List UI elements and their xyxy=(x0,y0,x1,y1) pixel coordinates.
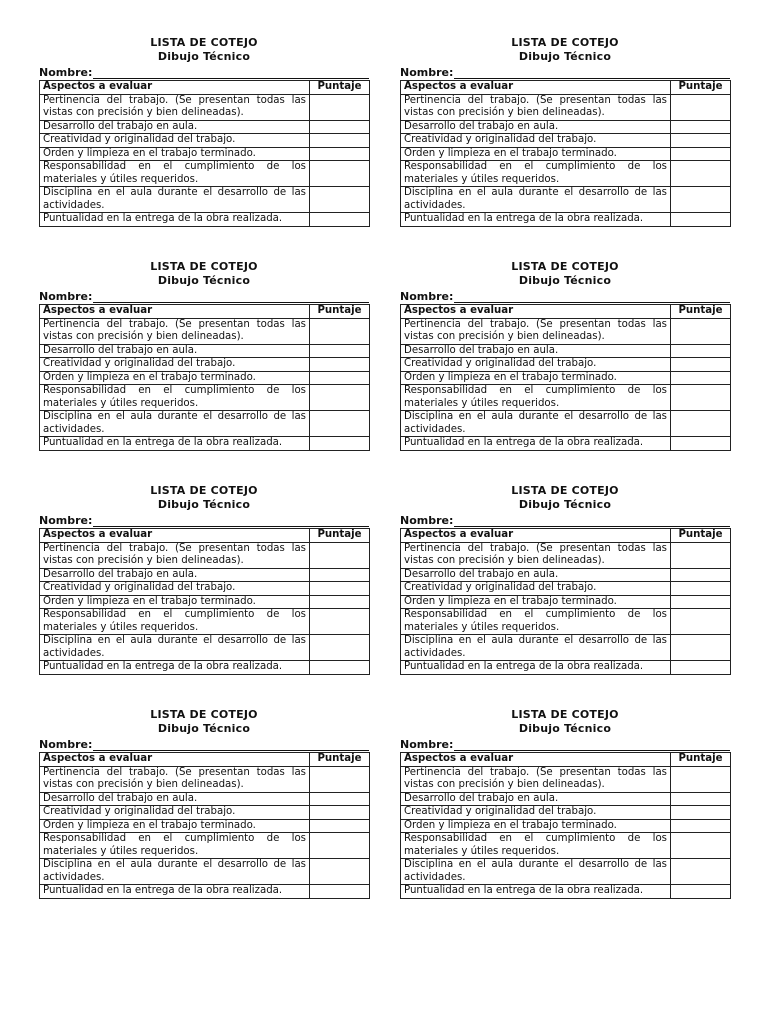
name-label: Nombre: xyxy=(400,66,454,79)
table-row xyxy=(401,187,731,213)
score-cell[interactable] xyxy=(310,213,370,227)
table-row xyxy=(40,344,370,358)
table-row xyxy=(401,371,731,385)
table-header-row xyxy=(40,529,370,543)
score-cell[interactable] xyxy=(310,437,370,451)
score-cell[interactable] xyxy=(310,120,370,134)
score-cell[interactable] xyxy=(310,344,370,358)
card-title: LISTA DE COTEJO xyxy=(150,260,258,273)
score-cell[interactable] xyxy=(671,358,731,372)
evaluation-table xyxy=(39,304,370,451)
table-row xyxy=(40,833,370,859)
checklist-card xyxy=(39,484,369,675)
aspect-cell: Orden y limpieza en el trabajo terminado. xyxy=(401,371,671,385)
aspect-cell: Creatividad y originalidad del trabajo. xyxy=(401,806,671,820)
aspect-column-header: Aspectos a evaluar xyxy=(40,305,310,319)
name-field xyxy=(39,736,369,751)
aspect-cell: Orden y limpieza en el trabajo terminado. xyxy=(401,819,671,833)
score-cell[interactable] xyxy=(671,344,731,358)
aspect-cell: Puntualidad en la entrega de la obra realizada. xyxy=(401,661,671,675)
aspect-cell: Responsabilidad en el cumplimiento de los materiales y útiles requeridos. xyxy=(401,609,671,635)
aspect-cell: Creatividad y originalidad del trabajo. xyxy=(401,358,671,372)
score-column-header: Puntaje xyxy=(671,305,731,319)
aspect-cell: Puntualidad en la entrega de la obra realizada. xyxy=(40,661,310,675)
aspect-cell: Desarrollo del trabajo en aula. xyxy=(40,568,310,582)
table-row xyxy=(40,885,370,899)
table-row xyxy=(40,411,370,437)
aspect-cell: Creatividad y originalidad del trabajo. xyxy=(401,134,671,148)
card-subtitle: Dibujo Técnico xyxy=(518,498,612,511)
name-label: Nombre: xyxy=(400,290,454,303)
table-row xyxy=(401,833,731,859)
score-column-header: Puntaje xyxy=(671,753,731,767)
score-cell[interactable] xyxy=(310,819,370,833)
table-row xyxy=(401,819,731,833)
table-row xyxy=(401,120,731,134)
aspect-cell: Creatividad y originalidad del trabajo. xyxy=(40,358,310,372)
table-row xyxy=(401,358,731,372)
table-row xyxy=(401,806,731,820)
table-row xyxy=(401,661,731,675)
table-row xyxy=(401,134,731,148)
aspect-cell: Desarrollo del trabajo en aula. xyxy=(401,120,671,134)
table-row xyxy=(401,161,731,187)
aspect-cell: Responsabilidad en el cumplimiento de los materiales y útiles requeridos. xyxy=(40,385,310,411)
name-field xyxy=(400,736,730,751)
table-row xyxy=(40,187,370,213)
aspect-column-header: Aspectos a evaluar xyxy=(401,305,671,319)
aspect-cell: Desarrollo del trabajo en aula. xyxy=(401,344,671,358)
name-blank-line[interactable] xyxy=(93,740,369,751)
table-row xyxy=(40,582,370,596)
aspect-cell: Orden y limpieza en el trabajo terminado. xyxy=(40,595,310,609)
name-field xyxy=(39,512,369,527)
score-cell[interactable] xyxy=(671,595,731,609)
score-cell[interactable] xyxy=(310,94,370,120)
table-row xyxy=(401,411,731,437)
aspect-cell: Puntualidad en la entrega de la obra realizada. xyxy=(40,437,310,451)
aspect-cell: Desarrollo del trabajo en aula. xyxy=(401,568,671,582)
aspect-cell: Pertinencia del trabajo. (Se presentan todas las vistas con precisión y bien delineadas). xyxy=(40,542,310,568)
table-row xyxy=(401,766,731,792)
aspect-cell: Disciplina en el aula durante el desarrollo de las actividades. xyxy=(401,859,671,885)
table-header-row xyxy=(401,81,731,95)
name-field xyxy=(39,64,369,79)
score-cell[interactable] xyxy=(671,161,731,187)
table-row xyxy=(401,885,731,899)
score-cell[interactable] xyxy=(310,147,370,161)
score-cell[interactable] xyxy=(671,213,731,227)
score-cell[interactable] xyxy=(310,595,370,609)
score-cell[interactable] xyxy=(671,120,731,134)
name-blank-line[interactable] xyxy=(93,68,369,79)
aspect-cell: Pertinencia del trabajo. (Se presentan todas las vistas con precisión y bien delineadas). xyxy=(401,542,671,568)
score-column-header: Puntaje xyxy=(310,81,370,95)
table-row xyxy=(40,542,370,568)
name-field xyxy=(39,288,369,303)
table-row xyxy=(40,595,370,609)
table-row xyxy=(401,385,731,411)
table-row xyxy=(40,819,370,833)
aspect-column-header: Aspectos a evaluar xyxy=(40,753,310,767)
aspect-cell: Creatividad y originalidad del trabajo. xyxy=(401,582,671,596)
table-row xyxy=(40,213,370,227)
score-column-header: Puntaje xyxy=(671,529,731,543)
table-row xyxy=(401,94,731,120)
score-cell[interactable] xyxy=(671,94,731,120)
card-title: LISTA DE COTEJO xyxy=(511,36,619,49)
table-row xyxy=(401,318,731,344)
score-cell[interactable] xyxy=(671,318,731,344)
aspect-cell: Pertinencia del trabajo. (Se presentan todas las vistas con precisión y bien delineadas). xyxy=(40,94,310,120)
card-title: LISTA DE COTEJO xyxy=(511,260,619,273)
aspect-cell: Disciplina en el aula durante el desarrollo de las actividades. xyxy=(401,411,671,437)
table-row xyxy=(40,568,370,582)
checklist-card xyxy=(400,36,730,227)
aspect-column-header: Aspectos a evaluar xyxy=(40,81,310,95)
aspect-column-header: Aspectos a evaluar xyxy=(40,529,310,543)
score-column-header: Puntaje xyxy=(310,305,370,319)
table-row xyxy=(401,859,731,885)
score-cell[interactable] xyxy=(671,859,731,885)
aspect-cell: Creatividad y originalidad del trabajo. xyxy=(40,806,310,820)
table-row xyxy=(40,161,370,187)
card-subtitle: Dibujo Técnico xyxy=(157,274,251,287)
aspect-cell: Puntualidad en la entrega de la obra realizada. xyxy=(401,437,671,451)
card-subtitle: Dibujo Técnico xyxy=(157,50,251,63)
table-row xyxy=(401,147,731,161)
score-cell[interactable] xyxy=(310,542,370,568)
aspect-column-header: Aspectos a evaluar xyxy=(401,753,671,767)
aspect-column-header: Aspectos a evaluar xyxy=(401,529,671,543)
aspect-cell: Disciplina en el aula durante el desarrollo de las actividades. xyxy=(40,635,310,661)
score-cell[interactable] xyxy=(310,358,370,372)
aspect-cell: Puntualidad en la entrega de la obra realizada. xyxy=(401,885,671,899)
name-blank-line[interactable] xyxy=(454,740,730,751)
score-cell[interactable] xyxy=(671,582,731,596)
name-blank-line[interactable] xyxy=(454,516,730,527)
card-subtitle: Dibujo Técnico xyxy=(157,498,251,511)
score-column-header: Puntaje xyxy=(310,753,370,767)
checklist-card xyxy=(400,484,730,675)
score-cell[interactable] xyxy=(310,568,370,582)
aspect-cell: Orden y limpieza en el trabajo terminado. xyxy=(40,819,310,833)
card-title: LISTA DE COTEJO xyxy=(150,484,258,497)
card-title: LISTA DE COTEJO xyxy=(511,708,619,721)
table-header-row xyxy=(401,753,731,767)
table-row xyxy=(401,582,731,596)
table-row xyxy=(40,609,370,635)
aspect-cell: Orden y limpieza en el trabajo terminado. xyxy=(401,595,671,609)
evaluation-table xyxy=(400,304,731,451)
aspect-cell: Disciplina en el aula durante el desarrollo de las actividades. xyxy=(40,859,310,885)
score-cell[interactable] xyxy=(671,187,731,213)
table-row xyxy=(401,542,731,568)
score-cell[interactable] xyxy=(671,661,731,675)
score-cell[interactable] xyxy=(310,187,370,213)
aspect-cell: Orden y limpieza en el trabajo terminado. xyxy=(40,147,310,161)
score-cell[interactable] xyxy=(671,885,731,899)
checklist-card xyxy=(400,260,730,451)
aspect-cell: Pertinencia del trabajo. (Se presentan todas las vistas con precisión y bien delineadas). xyxy=(40,318,310,344)
aspect-cell: Creatividad y originalidad del trabajo. xyxy=(40,134,310,148)
table-row xyxy=(40,766,370,792)
evaluation-table xyxy=(400,80,731,227)
table-row xyxy=(40,661,370,675)
aspect-cell: Responsabilidad en el cumplimiento de los materiales y útiles requeridos. xyxy=(401,385,671,411)
card-subtitle: Dibujo Técnico xyxy=(157,722,251,735)
name-field xyxy=(400,64,730,79)
name-blank-line[interactable] xyxy=(454,68,730,79)
score-cell[interactable] xyxy=(310,833,370,859)
evaluation-table xyxy=(39,752,370,899)
card-title: LISTA DE COTEJO xyxy=(150,708,258,721)
evaluation-table xyxy=(400,752,731,899)
table-row xyxy=(40,859,370,885)
score-cell[interactable] xyxy=(671,766,731,792)
aspect-cell: Desarrollo del trabajo en aula. xyxy=(401,792,671,806)
aspect-cell: Desarrollo del trabajo en aula. xyxy=(40,344,310,358)
aspect-cell: Responsabilidad en el cumplimiento de los materiales y útiles requeridos. xyxy=(401,161,671,187)
score-cell[interactable] xyxy=(671,385,731,411)
aspect-cell: Responsabilidad en el cumplimiento de los materiales y útiles requeridos. xyxy=(401,833,671,859)
score-cell[interactable] xyxy=(671,542,731,568)
name-blank-line[interactable] xyxy=(93,292,369,303)
score-cell[interactable] xyxy=(310,318,370,344)
table-row xyxy=(401,213,731,227)
score-cell[interactable] xyxy=(310,609,370,635)
table-row xyxy=(40,120,370,134)
card-title: LISTA DE COTEJO xyxy=(150,36,258,49)
aspect-cell: Responsabilidad en el cumplimiento de los materiales y útiles requeridos. xyxy=(40,833,310,859)
name-field xyxy=(400,288,730,303)
score-cell[interactable] xyxy=(671,792,731,806)
aspect-cell: Pertinencia del trabajo. (Se presentan todas las vistas con precisión y bien delineadas). xyxy=(401,766,671,792)
score-cell[interactable] xyxy=(671,806,731,820)
name-label: Nombre: xyxy=(39,66,93,79)
score-cell[interactable] xyxy=(671,371,731,385)
name-label: Nombre: xyxy=(400,738,454,751)
aspect-cell: Responsabilidad en el cumplimiento de los materiales y útiles requeridos. xyxy=(40,161,310,187)
score-cell[interactable] xyxy=(671,437,731,451)
checklist-card xyxy=(39,260,369,451)
aspect-column-header: Aspectos a evaluar xyxy=(401,81,671,95)
table-row xyxy=(40,437,370,451)
aspect-cell: Responsabilidad en el cumplimiento de los materiales y útiles requeridos. xyxy=(40,609,310,635)
score-cell[interactable] xyxy=(310,371,370,385)
table-header-row xyxy=(401,529,731,543)
table-header-row xyxy=(401,305,731,319)
table-header-row xyxy=(40,81,370,95)
table-row xyxy=(401,568,731,582)
aspect-cell: Puntualidad en la entrega de la obra realizada. xyxy=(40,213,310,227)
evaluation-table xyxy=(39,528,370,675)
table-row xyxy=(40,385,370,411)
score-cell[interactable] xyxy=(310,635,370,661)
aspect-cell: Orden y limpieza en el trabajo terminado. xyxy=(401,147,671,161)
score-cell[interactable] xyxy=(671,819,731,833)
aspect-cell: Desarrollo del trabajo en aula. xyxy=(40,792,310,806)
score-column-header: Puntaje xyxy=(310,529,370,543)
table-row xyxy=(40,635,370,661)
aspect-cell: Disciplina en el aula durante el desarrollo de las actividades. xyxy=(401,635,671,661)
score-cell[interactable] xyxy=(671,147,731,161)
aspect-cell: Orden y limpieza en el trabajo terminado. xyxy=(40,371,310,385)
checklist-card xyxy=(400,708,730,899)
score-cell[interactable] xyxy=(310,806,370,820)
table-row xyxy=(401,437,731,451)
table-row xyxy=(401,792,731,806)
score-cell[interactable] xyxy=(310,385,370,411)
score-cell[interactable] xyxy=(310,661,370,675)
name-field xyxy=(400,512,730,527)
aspect-cell: Disciplina en el aula durante el desarrollo de las actividades. xyxy=(40,411,310,437)
table-row xyxy=(40,792,370,806)
table-row xyxy=(401,609,731,635)
table-header-row xyxy=(40,753,370,767)
card-title: LISTA DE COTEJO xyxy=(511,484,619,497)
score-cell[interactable] xyxy=(671,568,731,582)
table-row xyxy=(40,806,370,820)
evaluation-table xyxy=(400,528,731,675)
card-subtitle: Dibujo Técnico xyxy=(518,722,612,735)
name-label: Nombre: xyxy=(39,738,93,751)
score-cell[interactable] xyxy=(310,859,370,885)
table-row xyxy=(401,344,731,358)
name-label: Nombre: xyxy=(39,514,93,527)
score-cell[interactable] xyxy=(671,411,731,437)
table-row xyxy=(40,318,370,344)
aspect-cell: Desarrollo del trabajo en aula. xyxy=(40,120,310,134)
score-cell[interactable] xyxy=(310,885,370,899)
table-row xyxy=(40,134,370,148)
score-cell[interactable] xyxy=(310,161,370,187)
aspect-cell: Puntualidad en la entrega de la obra realizada. xyxy=(401,213,671,227)
card-subtitle: Dibujo Técnico xyxy=(518,274,612,287)
score-column-header: Puntaje xyxy=(671,81,731,95)
name-blank-line[interactable] xyxy=(93,516,369,527)
evaluation-table xyxy=(39,80,370,227)
score-cell[interactable] xyxy=(671,635,731,661)
table-header-row xyxy=(40,305,370,319)
table-row xyxy=(401,595,731,609)
checklist-card xyxy=(39,708,369,899)
aspect-cell: Creatividad y originalidad del trabajo. xyxy=(40,582,310,596)
score-cell[interactable] xyxy=(671,609,731,635)
table-row xyxy=(40,94,370,120)
score-cell[interactable] xyxy=(671,833,731,859)
aspect-cell: Puntualidad en la entrega de la obra realizada. xyxy=(40,885,310,899)
table-row xyxy=(40,371,370,385)
card-subtitle: Dibujo Técnico xyxy=(518,50,612,63)
name-label: Nombre: xyxy=(39,290,93,303)
aspect-cell: Pertinencia del trabajo. (Se presentan todas las vistas con precisión y bien delineadas). xyxy=(401,318,671,344)
score-cell[interactable] xyxy=(671,134,731,148)
aspect-cell: Pertinencia del trabajo. (Se presentan todas las vistas con precisión y bien delineadas). xyxy=(401,94,671,120)
score-cell[interactable] xyxy=(310,582,370,596)
aspect-cell: Disciplina en el aula durante el desarrollo de las actividades. xyxy=(401,187,671,213)
name-label: Nombre: xyxy=(400,514,454,527)
score-cell[interactable] xyxy=(310,792,370,806)
score-cell[interactable] xyxy=(310,411,370,437)
score-cell[interactable] xyxy=(310,766,370,792)
checklist-card xyxy=(39,36,369,227)
table-row xyxy=(40,358,370,372)
aspect-cell: Disciplina en el aula durante el desarrollo de las actividades. xyxy=(40,187,310,213)
name-blank-line[interactable] xyxy=(454,292,730,303)
table-row xyxy=(401,635,731,661)
aspect-cell: Pertinencia del trabajo. (Se presentan todas las vistas con precisión y bien delineadas). xyxy=(40,766,310,792)
score-cell[interactable] xyxy=(310,134,370,148)
table-row xyxy=(40,147,370,161)
